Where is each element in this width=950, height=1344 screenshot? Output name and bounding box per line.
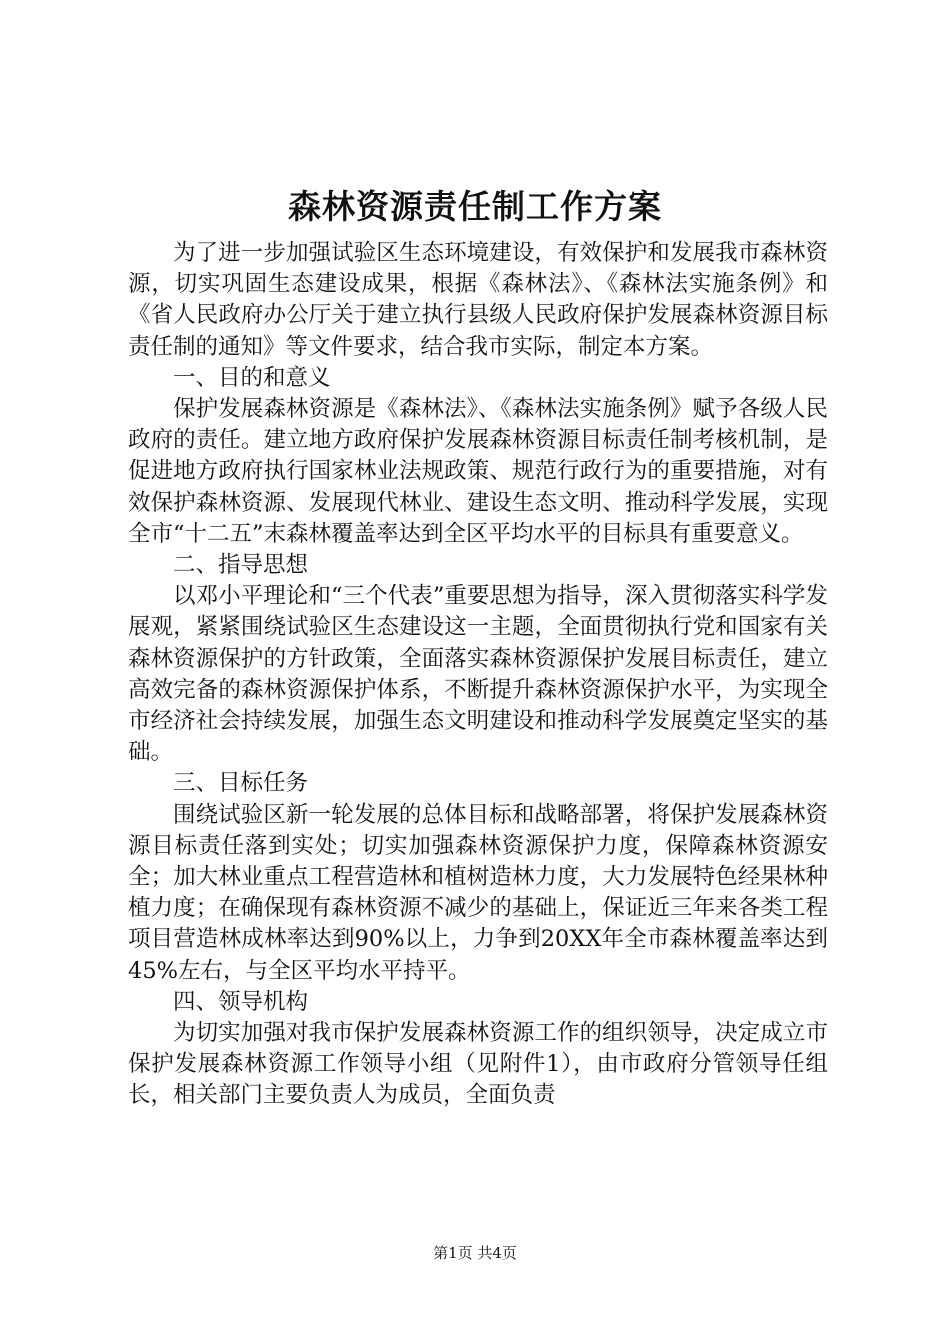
section-heading-goals: 三、目标任务 [173, 770, 309, 797]
goals-paragraph: 围绕试验区新一轮发展的总体目标和战略部署，将保护发展森林资源目标责任落到实处；切实加强森林资源保护力度，保障森林资源安全；加大林业重点工程营造林和植树造林力度，大力发展特色经果林种植力度；在确保现有森林资源不减少的基础上，保证近三年来各类工程项目营造林成林率达到90%以上，力争到20XX年全市森林覆盖率达到45%左右，与全区平均水平持平。 [128, 801, 828, 984]
leadership-paragraph: 为切实加强对我市保护发展森林资源工作的组织领导，决定成立市保护发展森林资源工作领导小组（见附件1），由市政府分管领导任组长，相关部门主要负责人为成员，全面负责 [128, 1020, 828, 1109]
section-heading-leadership: 四、领导机构 [173, 988, 309, 1015]
document-title: 森林资源责任制工作方案 [288, 187, 662, 226]
intro-paragraph: 为了进一步加强试验区生态环境建设，有效保护和发展我市森林资源，切实巩固生态建设成果，根据《森林法》、《森林法实施条例》和《省人民政府办公厅关于建立执行县级人民政府保护发展森林资源目标责任制的通知》等文件要求，结合我市实际，制定本方案。 [128, 240, 828, 360]
guidance-paragraph: 以邓小平理论和“三个代表”重要思想为指导，深入贯彻落实科学发展观，紧紧围绕试验区生态建设这一主题，全面贯彻执行党和国家有关森林资源保护的方针政策，全面落实森林资源保护发展目标责任，建立高效完备的森林资源保护体系，不断提升森林资源保护水平，为实现全市经济社会持续发展，加强生态文明建设和推动科学发展奠定坚实的基础。 [128, 583, 828, 766]
section-heading-guidance: 二、指导思想 [173, 552, 309, 579]
page-number: 第1页 共4页 [433, 1244, 517, 1262]
section-heading-purpose: 一、目的和意义 [173, 364, 331, 391]
purpose-paragraph: 保护发展森林资源是《森林法》、《森林法实施条例》赋予各级人民政府的责任。建立地方政府保护发展森林资源目标责任制考核机制，是促进地方政府执行国家林业法规政策、规范行政行为的重要措施，对有效保护森林资源、发展现代林业、建设生态文明、推动科学发展，实现全市“十二五”末森林覆盖率达到全区平均水平的目标具有重要意义。 [128, 396, 828, 547]
document-body [128, 238, 828, 1112]
